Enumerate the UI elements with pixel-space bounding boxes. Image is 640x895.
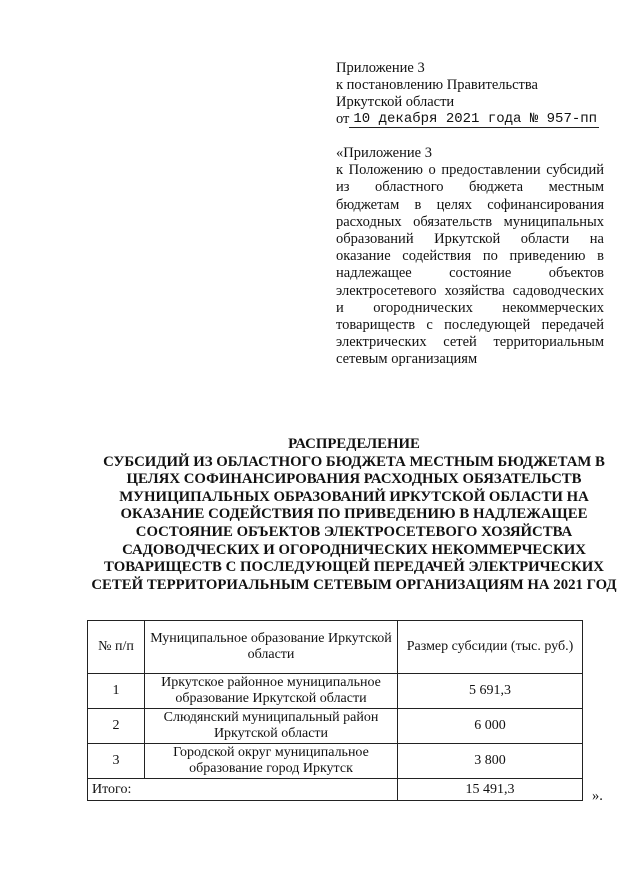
table-row [88,709,583,744]
row-amount: 6 000 [398,709,583,744]
row-num: 2 [88,709,145,744]
table-header-row [88,621,583,674]
table-total-row [88,779,583,801]
date-prefix: от [336,111,350,127]
row-municipality: Слюдянский муниципальный район Иркутской области [145,709,398,744]
row-num: 1 [88,674,145,709]
annex-reference-title: «Приложение 3 [336,145,432,161]
table-row [88,744,583,779]
annex-reference-block [336,145,604,369]
row-amount: 5 691,3 [398,674,583,709]
header-num: № п/п [88,621,145,674]
annex-reference-body: к Положению о предоставлении субсидий из областного бюджета местным бюджетам в целях софинансирования расходных обязательств муниципальных образований Иркутской области на оказание содействия по приведению в надлежащее состояние объектов электросетевого хозяйства садоводческих и огороднических некоммерческих товариществ с последующей передачей электрических сетей территориальным сетевым организациям [336,162,604,368]
row-amount: 3 800 [398,744,583,779]
row-municipality: Городской округ муниципальное образование город Иркутск [145,744,398,779]
row-municipality: Иркутское районное муниципальное образование Иркутской области [145,674,398,709]
header-municipality: Муниципальное образование Иркутской области [145,621,398,674]
document-heading [84,436,624,594]
annex-top-block [336,60,606,128]
distribution-table [87,620,583,801]
annex-to-resolution: к постановлению Правительства [336,77,538,93]
annex-date-row [336,111,606,128]
closing-quote-mark: ». [592,788,603,804]
annex-region: Иркутской области [336,94,455,110]
row-num: 3 [88,744,145,779]
table-row [88,674,583,709]
resolution-date-number: 10 декабря 2021 года № 957-пп [349,111,599,128]
annex-number: Приложение 3 [336,60,425,76]
heading-subtitle: СУБСИДИЙ ИЗ ОБЛАСТНОГО БЮДЖЕТА МЕСТНЫМ БЮДЖЕТАМ В ЦЕЛЯХ СОФИНАНСИРОВАНИЯ РАСХОДНЫХ ОБЯЗАТЕЛЬСТВ МУНИЦИПАЛЬНЫХ ОБРАЗОВАНИЙ ИРКУТСКОЙ ОБЛАСТИ НА ОКАЗАНИЕ СОДЕЙСТВИЯ ПО ПРИВЕДЕНИЮ В НАДЛЕЖАЩЕЕ СОСТОЯНИЕ ОБЪЕКТОВ ЭЛЕКТРОСЕТЕВОГО ХОЗЯЙСТВА САДОВОДЧЕСКИХ И ОГОРОДНИЧЕСКИХ НЕКОММЕРЧЕСКИХ ТОВАРИЩЕСТВ С ПОСЛЕДУЮЩЕЙ ПЕРЕДАЧЕЙ ЭЛЕКТРИЧЕСКИХ СЕТЕЙ ТЕРРИТОРИАЛЬНЫМ СЕТЕВЫМ ОРГАНИЗАЦИЯМ НА 2021 ГОД [91,453,617,593]
header-amount: Размер субсидии (тыс. руб.) [398,621,583,674]
total-amount: 15 491,3 [398,779,583,801]
total-label: Итого: [88,779,398,801]
heading-title: РАСПРЕДЕЛЕНИЕ [288,436,420,452]
